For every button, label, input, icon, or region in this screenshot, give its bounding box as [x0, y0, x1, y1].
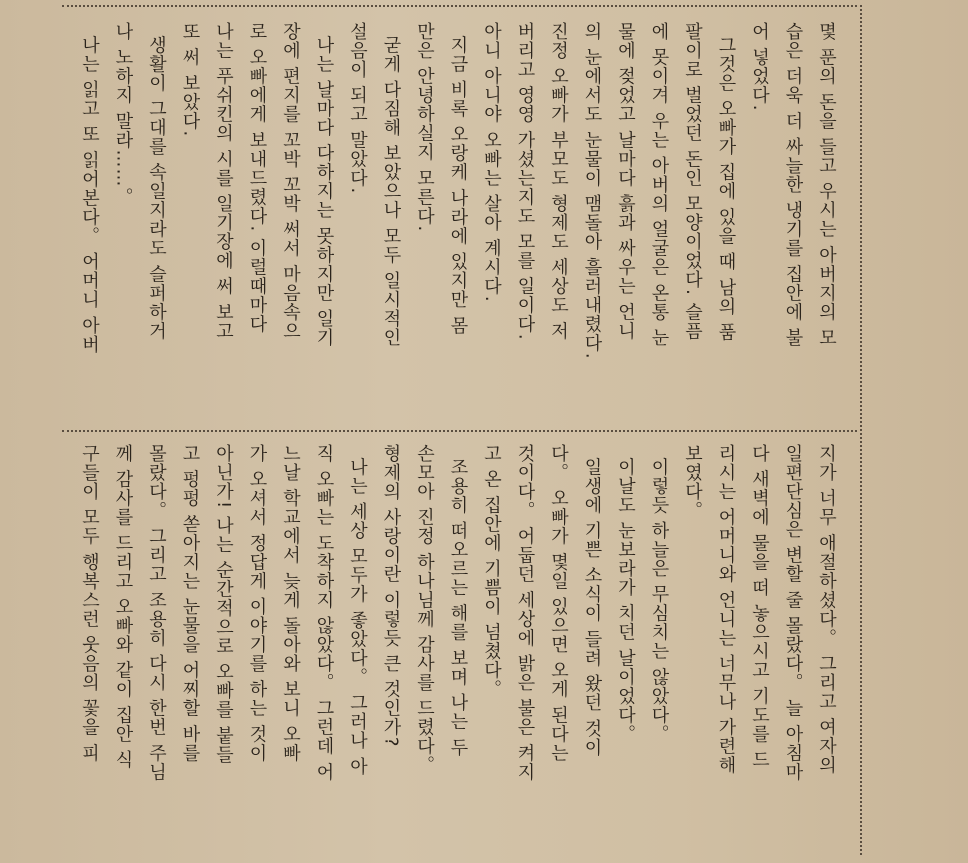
text-column: 어 넣었다.: [749, 22, 770, 112]
text-column: 다。 오빠가 몇일 있으면 오게 된다는: [548, 444, 569, 763]
text-column: 다 새벽에 물을 떠 놓으시고 기도를 드: [749, 444, 770, 770]
text-column: 몰랐다。 그리고 조용히 다시 한번 주님: [146, 444, 167, 782]
text-column: 에 못이겨 우는 아버의 얼굴은 온통 눈: [648, 22, 670, 348]
text-column: 장에 편지를 꼬박 꼬박 써서 마음속으: [280, 22, 301, 341]
middle-dotted-rule: [62, 430, 857, 432]
text-column: 팔이로 벌었던 돈인 모양이었다. 슬픔: [682, 22, 703, 341]
text-column: 일편단심은 변할 줄 몰랐다。 늘 아침마: [782, 444, 804, 782]
text-column: 리시는 어머니와 언니는 너무나 가련해: [715, 444, 737, 775]
text-column: 또 써 보았다.: [179, 22, 201, 138]
right-dotted-rule: [860, 5, 862, 855]
text-column: 습은 더욱 더 싸늘한 냉기를 집안에 불: [782, 22, 804, 348]
text-column: 고 펑펑 쏟아지는 눈물을 어찌할 바를: [179, 444, 201, 763]
text-column: 만은 안녕하실지 모른다.: [414, 22, 435, 233]
text-column: 물에 젖었고 날마다 흙과 싸우는 언니: [615, 22, 636, 341]
top-text-block: [73, 22, 844, 417]
text-column: 로 오빠에게 보내드렸다. 이럴때마다: [246, 22, 268, 334]
text-column: 지가 너무 애절하셨다。 그리고 여자의: [816, 444, 837, 775]
text-column: 그것은 오빠가 집에 있을 때 남의 품: [715, 22, 737, 342]
text-column: 아니 아니야 오빠는 살아 계시다.: [481, 22, 502, 303]
text-column: 몇 푼의 돈을 들고 우시는 아버지의 모: [816, 22, 837, 348]
text-column: 버리고 영영 가셨는지도 모를 일이다.: [514, 22, 536, 341]
text-column: 보였다。: [682, 444, 703, 520]
text-column: 지금 비록 오랑케 나라에 있지만 몸: [447, 22, 469, 336]
text-column: 나는 푸쉬킨의 시를 일기장에 써 보고: [213, 22, 234, 341]
text-column: 조용히 떠오르는 해를 보며 나는 두: [447, 444, 469, 758]
text-column: 형제의 사랑이란 이렇듯 큰 것인가?: [380, 444, 402, 748]
text-column: 느날 학교에서 늦게 돌아와 보니 오빠: [280, 444, 301, 763]
text-column: 아닌가! 나는 순간적으로 오빠를 붙들: [213, 444, 234, 765]
text-column: 구들이 모두 행복스런 웃음의 꽃을 피: [79, 444, 100, 763]
text-column: 가 오셔서 정답게 이야기를 하는 것이: [246, 444, 268, 763]
text-column: 굳게 다짐해 보았으나 모두 일시적인: [380, 22, 402, 348]
top-dotted-rule: [62, 5, 857, 7]
text-column: 나는 읽고 또 읽어본다。 어머니 아버: [79, 22, 100, 355]
text-column: 것이다。 어둡던 세상에 밝은 불은 켜지: [514, 444, 536, 782]
text-column: 이날도 눈보라가 치던 날이었다。: [615, 444, 636, 744]
text-column: 직 오빠는 도착하지 않았다。 그런데 어: [313, 444, 335, 782]
text-column: 손모아 진정 하나님께 감사를 드렸다。: [414, 444, 435, 775]
text-column: 진정 오빠가 부모도 형제도 세상도 저: [548, 22, 569, 341]
text-column: 생활이 그대를 속일지라도 슬퍼하거: [146, 22, 167, 341]
text-column: 일생에 기쁜 소식이 들려 왔던 것이: [581, 444, 603, 758]
text-column: 이렇듯 하늘은 무심치는 않았다。: [648, 444, 670, 744]
text-column: 나는 세상 모두가 좋았다。 그러나 아: [347, 444, 368, 777]
text-column: 의 눈에서도 눈물이 맴돌아 흘러내렸다.: [581, 22, 603, 360]
text-column: 설음이 되고 말았다.: [347, 22, 368, 195]
bottom-text-block: [73, 444, 844, 849]
text-column: 나 노하지 말라……。: [112, 22, 134, 207]
text-column: 나는 날마다 다하지는 못하지만 일기: [313, 22, 335, 348]
text-column: 께 감사를 드리고 오빠와 같이 집안 식: [112, 444, 134, 770]
text-column: 고 온 집안에 기쁨이 넘쳤다。: [481, 444, 502, 699]
